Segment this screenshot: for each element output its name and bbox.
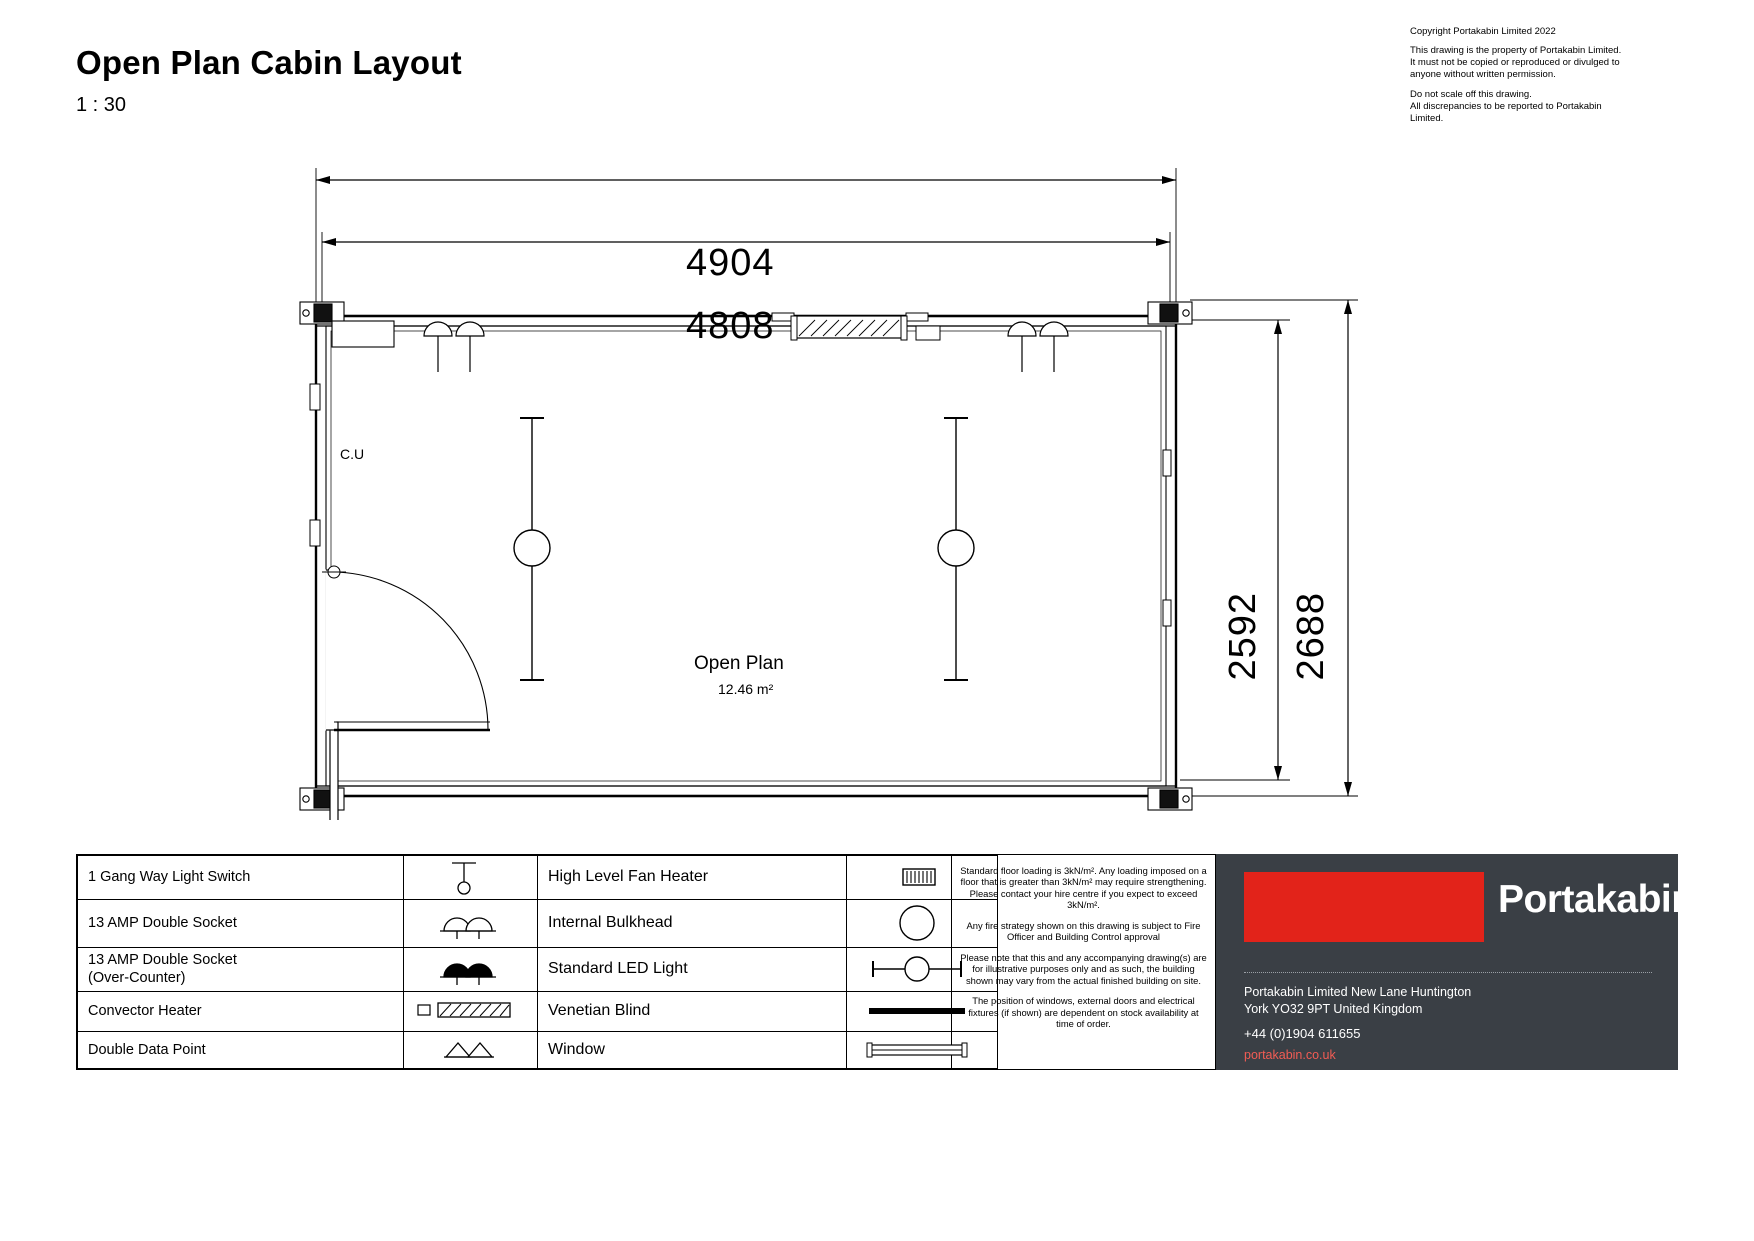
notes-block (952, 854, 1216, 1070)
floor-plan-drawing (0, 120, 1754, 820)
copyright-block (1410, 26, 1730, 125)
legend-label-fan-heater: High Level Fan Heater (538, 856, 847, 900)
legend-label-light-switch: 1 Gang Way Light Switch (78, 856, 404, 900)
legend-row (78, 948, 998, 992)
brand-name-text: Portakabin (1498, 878, 1695, 921)
brand-panel (1216, 854, 1705, 1070)
brand-name (1498, 878, 1704, 922)
consumer-unit-label: C.U (340, 446, 365, 462)
convector-heater-icon (404, 991, 538, 1031)
copyright-line-2: This drawing is the property of Portakabin Limited. (1410, 45, 1622, 57)
registered-trademark-icon: ® (1694, 885, 1705, 901)
legend-row (78, 856, 998, 900)
copyright-line-3: It must not be copied or reproduced or divulged to (1410, 57, 1620, 69)
double-socket-icon (404, 899, 538, 947)
legend-table (76, 854, 952, 1070)
legend-label-line2: (Over-Counter) (88, 970, 186, 987)
brand-phone: +44 (0)1904 611655 (1244, 1026, 1361, 1041)
copyright-line-1: Copyright Portakabin Limited 2022 (1410, 26, 1556, 37)
brand-address-line-1: Portakabin Limited New Lane Huntington (1244, 985, 1472, 999)
legend-label-line1: 13 AMP Double Socket (88, 952, 237, 969)
light-switch-icon (404, 856, 538, 900)
legend-label-window: Window (538, 1031, 847, 1069)
legend-label-convector-heater: Convector Heater (78, 991, 404, 1031)
legend-row (78, 991, 998, 1031)
dimension-top-outer: 4904 (686, 242, 775, 284)
double-socket-over-counter-icon (404, 948, 538, 992)
brand-divider (1244, 972, 1652, 973)
dimension-right-inner: 2592 (1222, 592, 1264, 681)
legend-row (78, 1031, 998, 1069)
note-fire-strategy: Any fire strategy shown on this drawing is subject to Fire Officer and Building Control approval (966, 919, 1201, 943)
room-area: 12.46 m² (718, 681, 774, 697)
dimension-right-outer: 2688 (1290, 592, 1332, 681)
legend-label-internal-bulkhead: Internal Bulkhead (538, 899, 847, 947)
brand-website-link[interactable]: portakabin.co.uk (1244, 1048, 1336, 1062)
brand-address (1244, 984, 1664, 1018)
note-illustrative: Please note that this and any accompanying drawing(s) are for illustrative purposes only and as such, the building shown may vary from the actual finished building on site. (960, 951, 1207, 986)
note-floor-loading: Standard floor loading is 3kN/m². Any loading imposed on a floor that is greater than 3kN/m² may require strengthening. Please contact your hire centre if you expect to exceed 3kN/m². (960, 865, 1207, 911)
data-point-icon (404, 1031, 538, 1069)
copyright-line-7: Limited. (1410, 112, 1444, 124)
legend-label-double-socket-over-counter (78, 948, 404, 992)
copyright-line-4: anyone without written permission. (1410, 69, 1556, 81)
note-stock-availability: The position of windows, external doors and electrical fixtures (if shown) are dependent on stock availability at time of order. (968, 995, 1199, 1030)
portakabin-logo-mark (1244, 872, 1484, 942)
legend-label-led-light: Standard LED Light (538, 948, 847, 992)
legend-label-venetian-blind: Venetian Blind (538, 991, 847, 1031)
page-title: Open Plan Cabin Layout (76, 44, 462, 81)
copyright-line-5: Do not scale off this drawing. (1410, 88, 1532, 100)
drawing-scale: 1 : 30 (76, 94, 127, 116)
dimension-top-inner: 4808 (686, 305, 775, 347)
legend-label-double-data-point: Double Data Point (78, 1031, 404, 1069)
copyright-line-6: All discrepancies to be reported to Portakabin (1410, 100, 1602, 112)
legend-row (78, 899, 998, 947)
room-label: Open Plan (694, 653, 784, 674)
legend-label-double-socket: 13 AMP Double Socket (78, 899, 404, 947)
brand-address-line-2: York YO32 9PT United Kingdom (1244, 1001, 1423, 1016)
floor-plan-svg (0, 120, 1754, 820)
